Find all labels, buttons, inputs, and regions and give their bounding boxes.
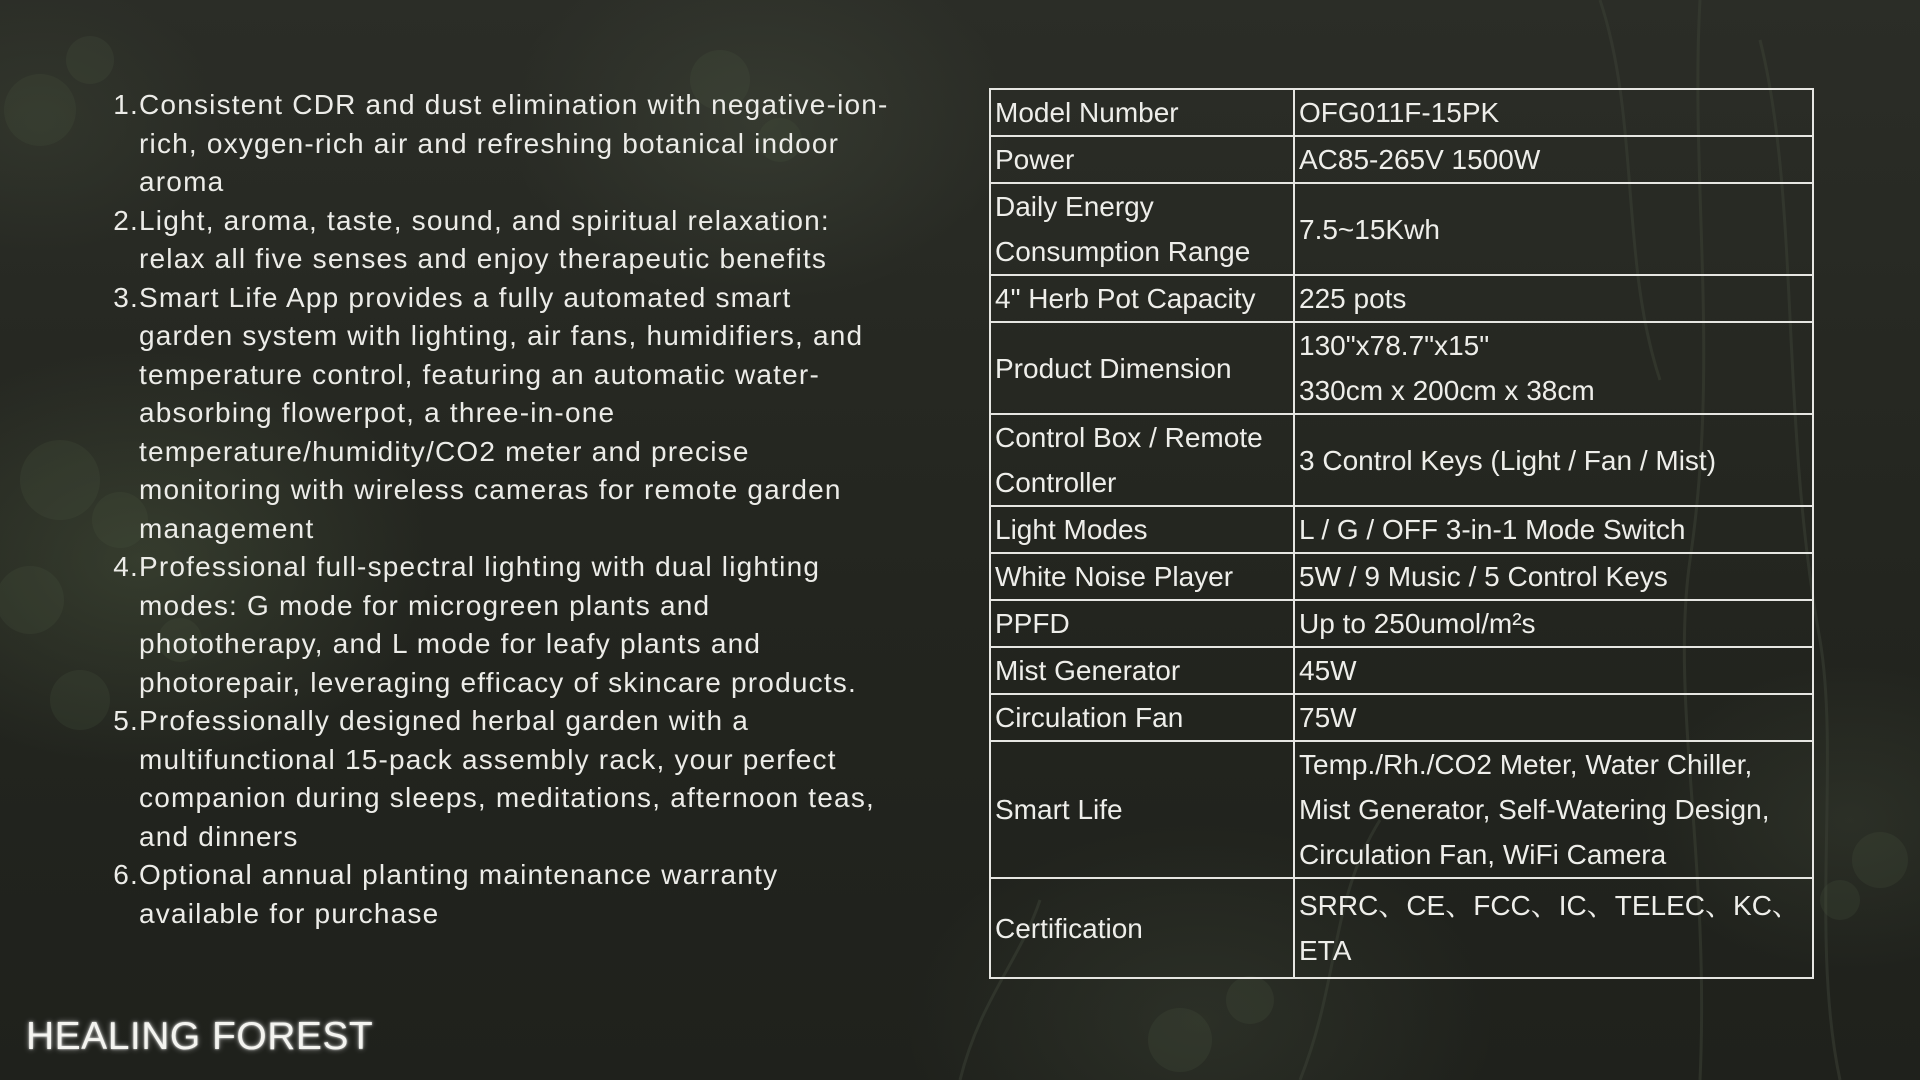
spec-row bbox=[990, 414, 1813, 506]
spec-label-line: Smart Life bbox=[995, 794, 1123, 825]
spec-value-line: 330cm x 200cm x 38cm bbox=[1299, 375, 1595, 406]
spec-value bbox=[1294, 694, 1813, 741]
spec-value bbox=[1294, 600, 1813, 647]
feature-text: Professional full-spectral lighting with dual lighting modes: G mode for microgreen plants and phototherapy, and L mode for leafy plants and photorepair, leveraging efficacy of skincare products. bbox=[139, 551, 857, 698]
spec-label bbox=[990, 506, 1294, 553]
spec-value bbox=[1294, 506, 1813, 553]
spec-label bbox=[990, 414, 1294, 506]
spec-table bbox=[989, 88, 1814, 979]
spec-row bbox=[990, 600, 1813, 647]
spec-label-line: Controller bbox=[995, 467, 1117, 498]
spec-value-line: 3 Control Keys (Light / Fan / Mist) bbox=[1299, 444, 1717, 476]
spec-label bbox=[990, 647, 1294, 694]
feature-number: 6. bbox=[113, 859, 139, 890]
spec-label-line: Control Box / Remote bbox=[995, 422, 1263, 453]
feature-item bbox=[100, 856, 890, 933]
spec-label bbox=[990, 741, 1294, 878]
feature-number: 1. bbox=[113, 89, 139, 120]
spec-row bbox=[990, 878, 1813, 978]
spec-value-line: 225 pots bbox=[1299, 283, 1407, 314]
spec-label-line: Consumption Range bbox=[995, 236, 1251, 267]
spec-value bbox=[1294, 553, 1813, 600]
spec-value-line: 45W bbox=[1299, 655, 1357, 686]
spec-value-line: Mist Generator, Self-Watering Design, bbox=[1299, 794, 1770, 825]
feature-item bbox=[100, 86, 890, 202]
spec-value bbox=[1294, 136, 1813, 183]
feature-number: 4. bbox=[113, 551, 139, 582]
spec-label-line: Model Number bbox=[995, 97, 1179, 128]
feature-item bbox=[100, 548, 890, 702]
spec-row bbox=[990, 741, 1813, 878]
feature-number: 3. bbox=[113, 281, 139, 313]
spec-value bbox=[1294, 741, 1813, 878]
brand-logo: HEALING FOREST bbox=[26, 1015, 374, 1058]
spec-row bbox=[990, 694, 1813, 741]
spec-row bbox=[990, 647, 1813, 694]
spec-label bbox=[990, 89, 1294, 136]
feature-item bbox=[100, 202, 890, 279]
spec-row bbox=[990, 183, 1813, 275]
spec-value-line: OFG011F-15PK bbox=[1299, 97, 1500, 128]
spec-value bbox=[1294, 275, 1813, 322]
spec-value-line: 7.5~15Kwh bbox=[1299, 213, 1440, 245]
spec-row bbox=[990, 89, 1813, 136]
feature-list bbox=[100, 86, 890, 933]
feature-number: 2. bbox=[113, 204, 139, 236]
feature-text: Smart Life App provides a fully automated smart garden system with lighting, air fans, humidifiers, and temperature control, featuring an automatic water-absorbing flowerpot, a three-in-one temperature/humidity/CO2 meter and precise monitoring with wireless cameras for remote garden management bbox=[139, 281, 864, 544]
spec-label bbox=[990, 694, 1294, 741]
spec-label-line: Circulation Fan bbox=[995, 702, 1184, 733]
spec-label-line: Certification bbox=[995, 912, 1143, 944]
spec-value-line: 75W bbox=[1299, 702, 1357, 733]
spec-value-line: 5W / 9 Music / 5 Control Keys bbox=[1299, 561, 1668, 592]
spec-label bbox=[990, 600, 1294, 647]
spec-row bbox=[990, 322, 1813, 414]
spec-label-line: PPFD bbox=[995, 608, 1070, 639]
spec-label-line: Light Modes bbox=[995, 514, 1148, 545]
spec-label-line: Daily Energy bbox=[995, 191, 1154, 222]
spec-label bbox=[990, 553, 1294, 600]
spec-label-line: 4" Herb Pot Capacity bbox=[995, 283, 1256, 314]
spec-value bbox=[1294, 322, 1813, 414]
spec-value-line: L / G / OFF 3-in-1 Mode Switch bbox=[1299, 514, 1686, 545]
spec-value-line: Up to 250umol/m²s bbox=[1299, 608, 1536, 639]
spec-row bbox=[990, 275, 1813, 322]
spec-value-line: AC85-265V 1500W bbox=[1299, 144, 1541, 175]
feature-text: Light, aroma, taste, sound, and spiritual relaxation: relax all five senses and enjoy therapeutic benefits bbox=[139, 204, 830, 274]
feature-item bbox=[100, 279, 890, 549]
spec-value bbox=[1294, 414, 1813, 506]
spec-row bbox=[990, 136, 1813, 183]
spec-value-line: SRRC、CE、FCC、IC、TELEC、KC、 bbox=[1299, 890, 1800, 921]
spec-value bbox=[1294, 89, 1813, 136]
spec-value-line: 130"x78.7"x15" bbox=[1299, 330, 1490, 361]
feature-text: Consistent CDR and dust elimination with negative-ion-rich, oxygen-rich air and refreshing botanical indoor aroma bbox=[139, 89, 889, 197]
spec-label-line: White Noise Player bbox=[995, 561, 1234, 592]
feature-text: Optional annual planting maintenance warranty available for purchase bbox=[139, 859, 779, 929]
spec-row bbox=[990, 506, 1813, 553]
spec-value-line: ETA bbox=[1299, 935, 1352, 966]
spec-value bbox=[1294, 647, 1813, 694]
spec-label-line: Product Dimension bbox=[995, 352, 1232, 384]
spec-label-line: Mist Generator bbox=[995, 655, 1181, 686]
spec-value bbox=[1294, 878, 1813, 978]
spec-value bbox=[1294, 183, 1813, 275]
feature-item bbox=[100, 702, 890, 856]
spec-label bbox=[990, 878, 1294, 978]
spec-label bbox=[990, 275, 1294, 322]
spec-label-line: Power bbox=[995, 144, 1075, 175]
spec-label bbox=[990, 136, 1294, 183]
spec-label bbox=[990, 183, 1294, 275]
spec-value-line: Circulation Fan, WiFi Camera bbox=[1299, 839, 1667, 870]
feature-number: 5. bbox=[113, 705, 139, 736]
feature-text: Professionally designed herbal garden with a multifunctional 15-pack assembly rack, your perfect companion during sleeps, meditations, afternoon teas, and dinners bbox=[139, 705, 876, 852]
spec-value-line: Temp./Rh./CO2 Meter, Water Chiller, bbox=[1299, 749, 1753, 780]
spec-row bbox=[990, 553, 1813, 600]
spec-label bbox=[990, 322, 1294, 414]
